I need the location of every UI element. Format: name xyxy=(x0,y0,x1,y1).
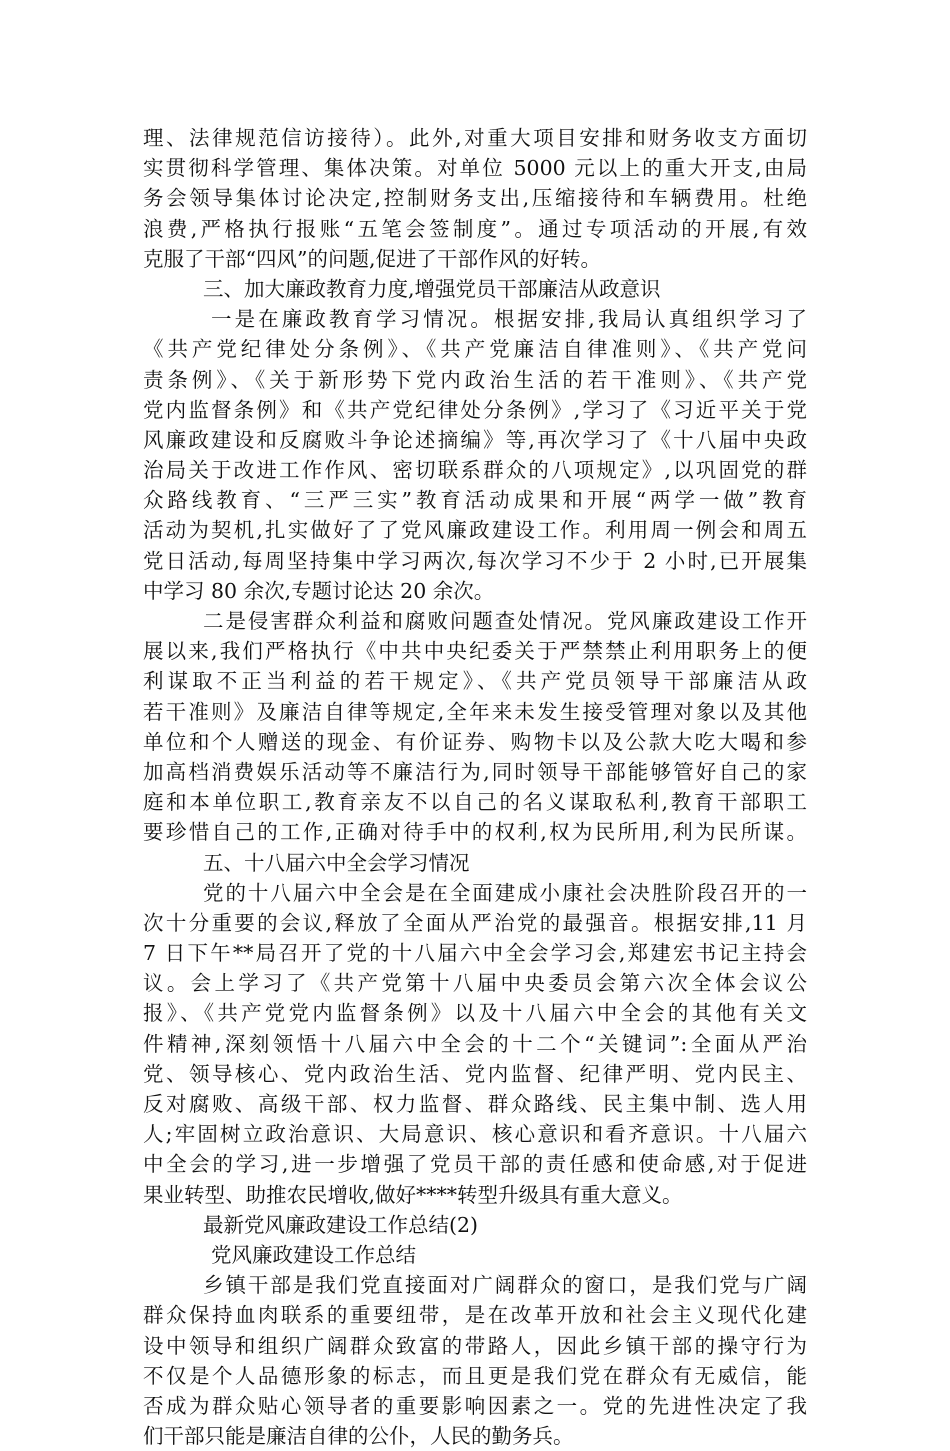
text-line: 利谋取不正当利益的若干规定》、《共产党员领导干部廉洁从政 xyxy=(143,669,807,694)
text-line: 五、十八届六中全会学习情况 xyxy=(203,850,470,875)
text-line: 一是在廉政教育学习情况。根据安排,我局认真组织学习了 xyxy=(211,307,807,332)
text-line: 党的十八届六中全会是在全面建成小康社会决胜阶段召开的一 xyxy=(203,880,807,905)
text-line: 庭和本单位职工,教育亲友不以自己的名义谋取私利,教育干部职工 xyxy=(143,790,807,815)
text-line: 党风廉政建设工作总结 xyxy=(211,1242,416,1267)
text-line: 设中领导和组织广阔群众致富的带路人，因此乡镇干部的操守行为 xyxy=(143,1333,807,1358)
text-line: 党、领导核心、党内政治生活、党内监督、纪律严明、党内民主、 xyxy=(143,1061,807,1086)
text-line: 党日活动,每周坚持集中学习两次,每次学习不少于 2 小时,已开展集 xyxy=(143,548,807,573)
text-line: 单位和个人赠送的现金、有价证券、购物卡以及公款大吃大喝和参 xyxy=(143,729,807,754)
text-line: 乡镇干部是我们党直接面对广阔群众的窗口，是我们党与广阔 xyxy=(203,1273,807,1298)
text-line: 风廉政建设和反腐败斗争论述摘编》等,再次学习了《十八届中央政 xyxy=(143,427,807,452)
text-line: 治局关于改进工作作风、密切联系群众的八项规定》,以巩固党的群 xyxy=(143,458,807,483)
text-line: 活动为契机,扎实做好了了党风廉政建设工作。利用周一例会和周五 xyxy=(143,518,807,543)
text-line: 否成为群众贴心领导者的重要影响因素之一。党的先进性决定了我 xyxy=(143,1393,807,1418)
text-line: 理、法律规范信访接待）。此外,对重大项目安排和财务收支方面切 xyxy=(143,126,807,150)
text-line: 人;牢固树立政治意识、大局意识、核心意识和看齐意识。十八届六 xyxy=(143,1122,807,1147)
text-line: 实贯彻科学管理、集体决策。对单位 5000 元以上的重大开支,由局 xyxy=(143,156,807,181)
text-line: 反对腐败、高级干部、权力监督、群众路线、民主集中制、选人用 xyxy=(143,1092,807,1116)
text-line: 们干部只能是廉洁自律的公仆，人民的勤务兵。 xyxy=(143,1424,574,1449)
text-line: 中学习 80 余次,专题讨论达 20 余次。 xyxy=(143,578,495,603)
text-line: 三、加大廉政教育力度,增强党员干部廉洁从政意识 xyxy=(203,276,661,301)
text-line: 务会领导集体讨论决定,控制财务支出,压缩接待和车辆费用。杜绝 xyxy=(143,186,807,211)
text-line: 件精神,深刻领悟十八届六中全会的十二个“关键词”:全面从严治 xyxy=(143,1031,807,1056)
text-line: 群众保持血肉联系的重要纽带，是在改革开放和社会主义现代化建 xyxy=(143,1303,807,1328)
text-line: 最新党风廉政建设工作总结(2) xyxy=(203,1212,479,1237)
text-line: 报》、《共产党党内监督条例》以及十八届六中全会的其他有关文 xyxy=(143,1001,807,1026)
text-line: 不仅是个人品德形象的标志，而且更是我们党在群众有无威信，能 xyxy=(143,1363,807,1388)
text-line: 党内监督条例》和《共产党纪律处分条例》,学习了《习近平关于党 xyxy=(143,397,807,422)
text-line: 加高档消费娱乐活动等不廉洁行为,同时领导干部能够管好自己的家 xyxy=(143,759,807,784)
text-line: 次十分重要的会议,释放了全面从严治党的最强音。根据安排,11 月 xyxy=(143,910,807,935)
text-line: 若干准则》及廉洁自律等规定,全年来未发生接受管理对象以及其他 xyxy=(143,699,807,724)
text-line: 展以来,我们严格执行《中共中央纪委关于严禁禁止利用职务上的便 xyxy=(143,639,807,664)
text-line: 中全会的学习,进一步增强了党员干部的责任感和使命感,对于促进 xyxy=(143,1152,807,1177)
document-body xyxy=(143,123,807,1451)
text-line: 《共产党纪律处分条例》、《共产党廉洁自律准则》、《共产党问 xyxy=(143,337,807,362)
text-line: 责条例》、《关于新形势下党内政治生活的若干准则》、《共产党 xyxy=(143,367,807,392)
text-line: 7 日下午**局召开了党的十八届六中全会学习会,郑建宏书记主持会 xyxy=(143,941,807,966)
text-line: 要珍惜自己的工作,正确对待手中的权利,权为民所用,利为民所谋。 xyxy=(143,820,807,845)
text-line: 克服了干部“四风”的问题,促进了干部作风的好转。 xyxy=(143,246,601,271)
text-line: 二是侵害群众利益和腐败问题查处情况。党风廉政建设工作开 xyxy=(203,609,807,633)
text-line: 众路线教育、“三严三实”教育活动成果和开展“两学一做”教育 xyxy=(143,488,807,513)
text-line: 议。会上学习了《共产党第十八届中央委员会第六次全体会议公 xyxy=(143,971,807,996)
text-line: 浪费,严格执行报账“五笔会签制度”。通过专项活动的开展,有效 xyxy=(143,216,807,241)
text-line: 果业转型、助推农民增收,做好****转型升级具有重大意义。 xyxy=(143,1182,683,1207)
